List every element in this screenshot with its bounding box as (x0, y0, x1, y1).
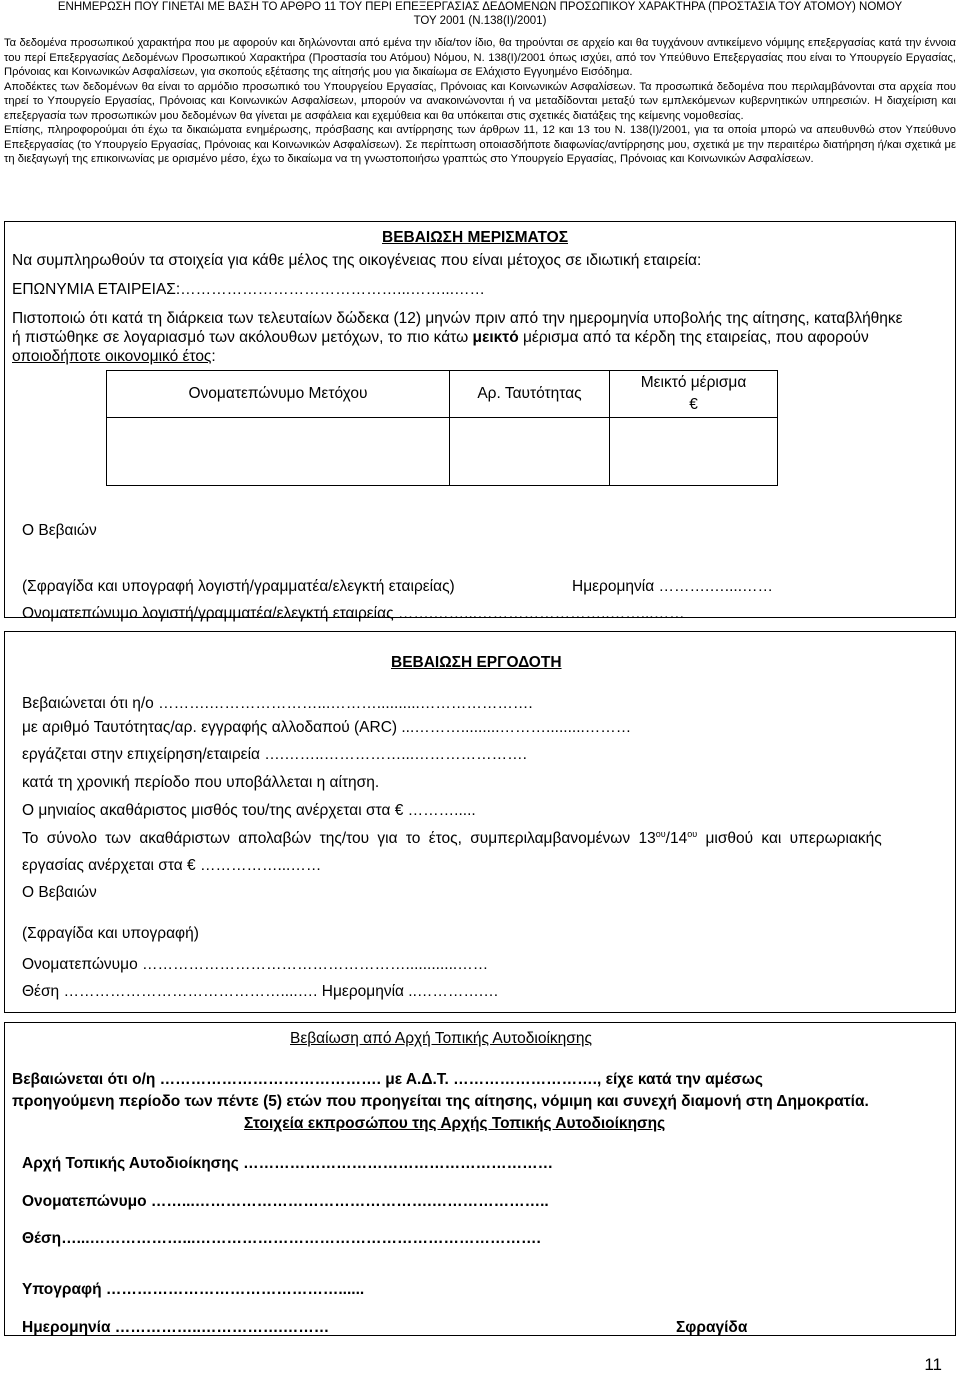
representative-name-field[interactable]: Ονοματεπώνυμο ……...……………………………………….………………….. (22, 1193, 549, 1210)
table-row (107, 418, 778, 486)
company-name-field[interactable]: ΕΠΩΝΥΜΙΑ ΕΤΑΙΡΕΙΑΣ:……………………………………...……...…… (12, 281, 486, 298)
dividend-certifier: Ο Βεβαιών (22, 522, 97, 539)
page-header (0, 0, 960, 167)
dividend-title: ΒΕΒΑΙΩΣΗ ΜΕΡΙΣΜΑΤΟΣ (382, 229, 569, 246)
local-stamp-label: Σφραγίδα (676, 1319, 748, 1336)
employer-company-field[interactable]: εργάζεται στην επιχείρηση/εταιρεία ….……..……………...…………………. (22, 746, 527, 763)
sup-13th: ου (655, 829, 666, 839)
authority-field[interactable]: Αρχή Τοπικής Αυτοδιοίκησης …………………………………………………… (22, 1155, 554, 1172)
table-cell-dividend[interactable] (610, 418, 778, 486)
table-cell-shareholder[interactable] (107, 418, 450, 486)
monthly-salary-field[interactable]: Ο μηνιαίος ακαθάριστος μισθός του/της ανέρχεται στα € ………..... (22, 802, 476, 819)
dividend-cert-line-1: Πιστοποιώ ότι κατά τη διάρκεια των τελευταίων δώδεκα (12) μηνών πριν από την ημερομηνία υποβολής της αίτησης, καταβλήθηκε (12, 310, 903, 327)
col-header-dividend-label: Μεικτό μέρισμα (640, 374, 747, 391)
employee-name-field[interactable]: Βεβαιώνεται ότι η/ο ……….…………………...………..........…………………. (22, 695, 533, 712)
dividend-cert-text-a: ή πιστώθηκε σε λογαριασμό των ακόλουθων μετόχων, το πιο κάτω (12, 329, 473, 346)
page-number: 11 (924, 1355, 942, 1374)
col-header-shareholder: Ονοματεπώνυμο Μετόχου (107, 371, 450, 418)
header-line-2: ΤΟΥ 2001 (Ν.138(Ι)/2001) (413, 15, 547, 27)
dividend-gross-word: μεικτό (472, 329, 519, 346)
dividend-instruction: Να συμπληρωθούν τα στοιχεία για κάθε μέλος της οικογένειας που είναι μέτοχος σε ιδιωτική εταιρεία: (12, 252, 702, 269)
col-header-dividend (610, 371, 778, 418)
sup-14th: ου (687, 829, 698, 839)
representative-position-field[interactable]: Θέση…...………………...…………………………………………………………. (22, 1230, 541, 1247)
local-date-field[interactable]: Ημερομηνία ……………..…………….……… (22, 1319, 330, 1336)
table-header-row (107, 371, 778, 418)
employee-id-field[interactable]: με αριθμό Ταυτότητας/αρ. εγγραφής αλλοδαπού (ARC) ...……….........……….........……… (22, 719, 632, 736)
employer-stamp-label: (Σφραγίδα και υπογραφή) (22, 925, 199, 942)
euro-icon: € (689, 396, 698, 413)
annual-earnings-text-b: /14 (665, 830, 688, 848)
annual-earnings-text-c: μισθού και υπερωριακής (697, 830, 882, 848)
colon: : (211, 348, 216, 365)
employer-name-field[interactable]: Ονοματεπώνυμο ……………………………………………............…… (22, 956, 489, 973)
table-cell-id[interactable] (450, 418, 610, 486)
employment-period-text: κατά τη χρονική περίοδο που υποβάλλεται η αίτηση. (22, 774, 380, 791)
shareholders-table (106, 370, 778, 486)
resident-name-field[interactable]: Βεβαιώνεται ότι ο/η ……………………………………. με Α.Δ.Τ. ………………………., είχε κατά την αμέσως (12, 1071, 763, 1088)
local-authority-title: Βεβαίωση από Αρχή Τοπικής Αυτοδιοίκησης (290, 1030, 592, 1047)
annual-earnings-line (22, 829, 920, 848)
employer-certifier: Ο Βεβαιών (22, 884, 97, 901)
employer-position-date-field[interactable]: Θέση ……………………………………....…. Ημερομηνία ..………….… (22, 983, 499, 1000)
col-header-id: Αρ. Ταυτότητας (450, 371, 610, 418)
dividend-date-field[interactable]: Ημερομηνία ……….…....…… (572, 578, 774, 595)
dividend-cert-line-2 (12, 329, 869, 347)
accountant-stamp-label: (Σφραγίδα και υπογραφή λογιστή/γραμματέα/ελεγκτή εταιρείας) (22, 578, 455, 595)
signature-field[interactable]: Υπογραφή ………………………………………...... (22, 1281, 365, 1298)
dividend-cert-text-c: μέρισμα από τα κέρδη της εταιρείας, που αφορούν (518, 329, 869, 346)
employer-title: ΒΕΒΑΙΩΣΗ ΕΡΓΟΔΟΤΗ (391, 654, 562, 671)
privacy-paragraph-2: Αποδέκτες των δεδομένων θα είναι το αρμόδιο προσωπικό του Υπουργείου Εργασίας, Πρόνοιας και Κοινωνικών Ασφαλίσεων. Τα προσωπικά δεδομένα που περιλαμβάνονται στα αρχεία που τηρεί το Υπουργείο Εργασίας, Πρόνοιας και Κοινωνικών Ασφαλίσεων, μπορούν να ανακοινώνονται ή να μεταδίδονται μεταξύ των εμπλεκόμενων κυβερνητικών υπηρεσιών. Η διαχείριση και επεξεργασία των προσωπικών μου δεδομένων θα γίνεται με ασφάλεια και εχεμύθεια και θα υπόκειται στις σχετικές διατάξεις της κείμενης νομοθεσίας. (4, 80, 956, 122)
privacy-paragraph-1: Τα δεδομένα προσωπικού χαρακτήρα που με αφορούν και δηλώνονται από εμένα την ιδία/τον ίδιο, θα τηρούνται σε αρχείο και θα τυγχάνουν αντικείμενο νόμιμης επεξεργασίας κατά την έννοια του περί Επεξεργασίας Δεδομένων Προσωπικού Χαρακτήρα (Προστασία του Ατόμου) Νόμου, Ν. 138(Ι)/2001 όπως ισχύει, από τον Υπεύθυνο Επεξεργασίας που είναι το Υπουργείο Εργασίας, Πρόνοιας και Κοινωνικών Ασφαλίσεων, για σκοπούς εξέτασης της αίτησής μου για δικαίωμα σε Ελάχιστο Εγγυημένο Εισόδημα. (4, 37, 956, 78)
annual-earnings-field[interactable]: εργασίας ανέρχεται στα € ……………...…… (22, 857, 322, 874)
annual-earnings-text: Το σύνολο των ακαθάριστων απολαβών της/του για το έτος, συμπεριλαμβανομένων 13 (22, 830, 656, 848)
residence-statement: προηγούμενη περίοδο των πέντε (5) ετών που προηγείται της αίτησης, νόμιμη και συνεχή διαμονή στη Δημοκρατία. (12, 1093, 869, 1110)
representative-subtitle: Στοιχεία εκπροσώπου της Αρχής Τοπικής Αυτοδιοίκησης (244, 1115, 666, 1132)
header-line-1: ΕΝΗΜΕΡΩΣΗ ΠΟΥ ΓΙΝΕΤΑΙ ΜΕ ΒΑΣΗ ΤΟ ΑΡΘΡΟ 11 ΤΟΥ ΠΕΡΙ ΕΠΕΞΕΡΓΑΣΙΑΣ ΔΕΔΟΜΕΝΩΝ ΠΡΟΣΩΠΙΚΟΥ ΧΑΡΑΚΤΗΡΑ (ΠΡΟΣΤΑΣΙΑ ΤΟΥ ΑΤΟΜΟΥ) ΝΟΜΟΥ (57, 1, 903, 13)
any-financial-year: οποιοδήποτε οικονομικό έτος (12, 348, 212, 365)
privacy-paragraph-3: Επίσης, πληροφορούμαι ότι έχω τα δικαιώματα ενημέρωσης, πρόσβασης και αντίρρησης των άρθρων 11, 12 και 13 του Ν. 138(Ι)/2001, για τα οποία μπορώ να απευθυνθώ στον Υπεύθυνο Επεξεργασίας (το Υπουργείο Εργασίας, Πρόνοιας και Κοινωνικών Ασφαλίσεων). Σε περίπτωση οποιασδήποτε διαφωνίας/αντίρρησης μου, σχετικά με την περαιτέρω διατήρηση ή/και σχετικά με τη διεξαγωγή της επικοινωνίας με ορισμένο μέσο, έχω το δικαίωμα να τη γνωστοποιήσω γραπτώς στο Υπουργείο Εργασίας, Πρόνοιας και Κοινωνικών Ασφαλίσεων. (4, 124, 956, 165)
accountant-name-field[interactable]: Ονοματεπώνυμο λογιστή/γραμματέα/ελεγκτή εταιρείας …….……...……………………..……...…… (22, 605, 685, 622)
dividend-cert-line-3 (12, 348, 216, 366)
